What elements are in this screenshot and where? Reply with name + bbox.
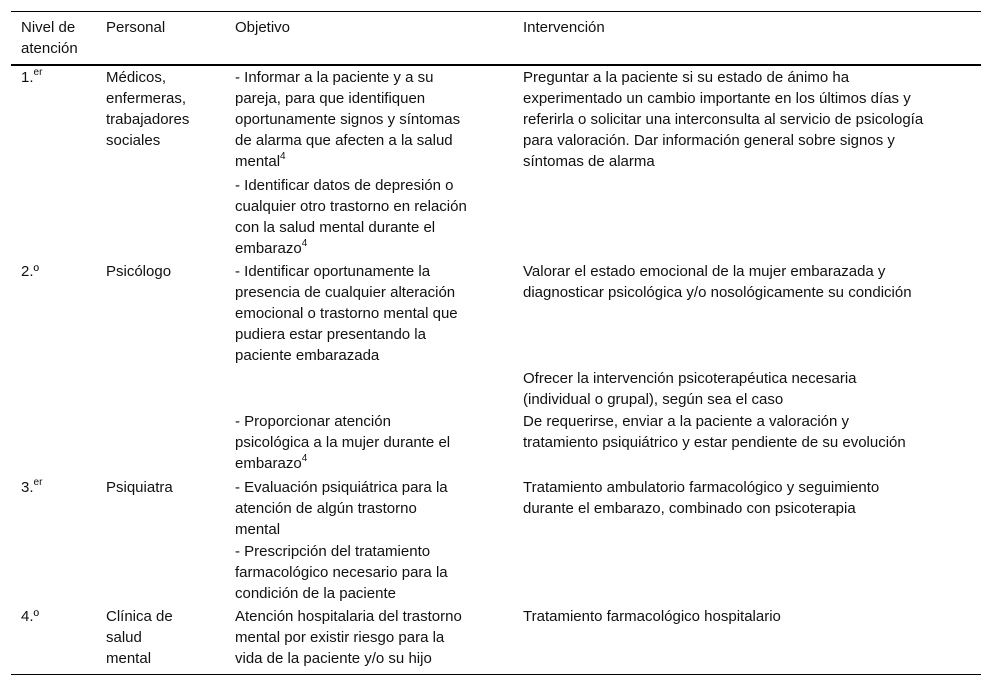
row1-level: 1.$^{er}$ (21, 67, 43, 86)
row4-level: 4.º (21, 608, 39, 625)
row2-level: 2.º (21, 263, 39, 280)
header-staff: Personal (106, 19, 166, 36)
row3-level: 3.$^{er}$ (21, 477, 43, 496)
row3-objective-b: - Prescripción del tratamiento farmacológico necesario para la condición de la paciente (235, 543, 448, 602)
row2-intervention-c: De requerirse, enviar a la paciente a valoración y tratamiento psiquiátrico y estar pendiente de su evolución (523, 413, 906, 451)
row4-objective: Atención hospitalaria del trastorno mental por existir riesgo para la vida de la paciente y/o su hijo (235, 608, 462, 667)
header-level-line: atención (21, 40, 78, 57)
header-level (21, 17, 99, 59)
row1-objective-b: - Identificar datos de depresión o cualquier otro trastorno en relación con la salud mental durante el embarazo$^4$ (235, 177, 467, 257)
row1-staff: Médicos, enfermeras, trabajadores sociales (106, 69, 190, 149)
table-bottom-rule (11, 674, 981, 675)
row4-staff: Clínica de salud mental (106, 608, 173, 667)
row3-staff: Psiquiatra (106, 479, 173, 496)
row3-objective-a: - Evaluación psiquiátrica para la atención de algún trastorno mental (235, 479, 448, 538)
row1-intervention: Preguntar a la paciente si su estado de ánimo ha experimentado un cambio importante en los últimos días y referirla o solicitar una interconsulta al servicio de psicología para valoración. Dar información general sobre signos y síntomas de alarma (523, 69, 924, 170)
row2-objective-b: - Proporcionar atención psicológica a la mujer durante el embarazo$^4$ (235, 413, 451, 472)
row3-intervention: Tratamiento ambulatorio farmacológico y seguimiento durante el embarazo, combinado con psicoterapia (523, 479, 880, 517)
header-bottom-rule (11, 64, 981, 66)
row2-intervention-a: Valorar el estado emocional de la mujer embarazada y diagnosticar psicológica y/o nosológicamente su condición (523, 263, 912, 301)
row2-intervention-b: Ofrecer la intervención psicoterapéutica necesaria (individual o grupal), según sea el caso (523, 370, 857, 408)
header-level-line: Nivel de (21, 19, 76, 36)
row2-staff: Psicólogo (106, 263, 172, 280)
row2-objective-a: - Identificar oportunamente la presencia de cualquier alteración emocional o trastorno mental que pudiera estar presentando la paciente embarazada (235, 263, 458, 364)
table-top-rule (11, 11, 981, 12)
row1-objective-a: - Informar a la paciente y a su pareja, para que identifiquen oportunamente signos y síntomas de alarma que afecten a la salud mental$^4$ (235, 69, 461, 170)
header-intervention: Intervención (523, 19, 605, 36)
row4-intervention: Tratamiento farmacológico hospitalario (523, 608, 781, 625)
header-objective: Objetivo (235, 19, 291, 36)
